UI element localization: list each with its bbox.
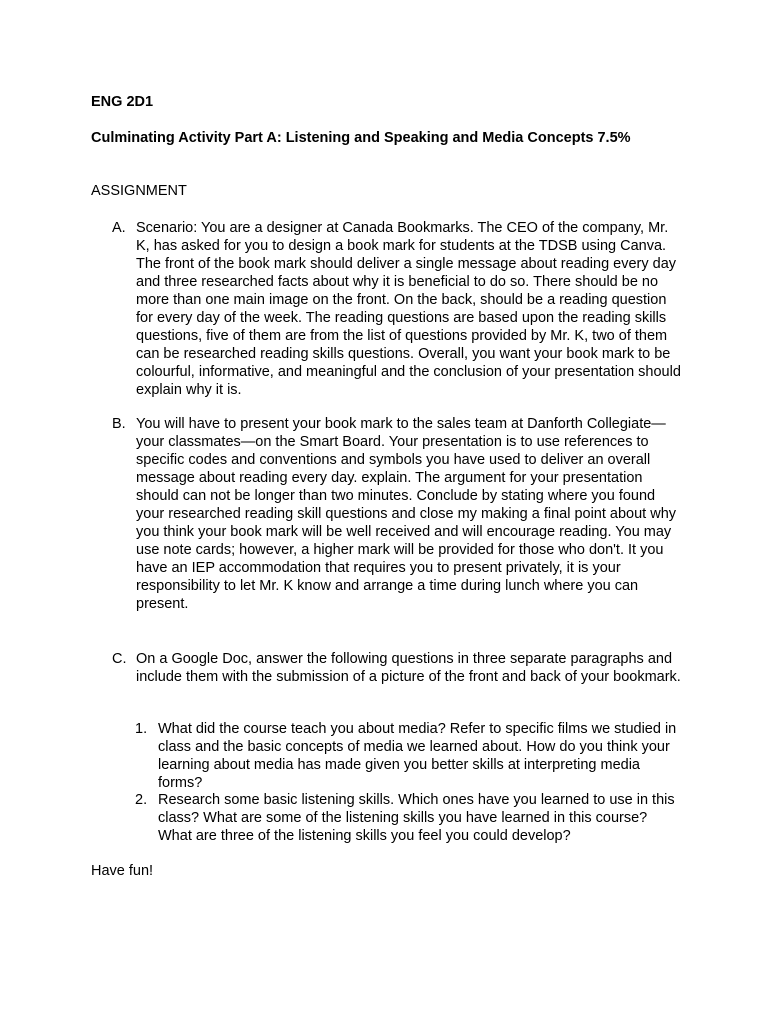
question-item-2 [135,791,685,845]
list-item-a [112,219,682,399]
course-code: ENG 2D1 [91,94,154,110]
list-marker-b: B. [112,416,126,432]
question-marker-1: 1. [135,721,148,737]
question-item-1 [135,720,685,792]
section-heading: ASSIGNMENT [91,183,187,199]
list-item-a-text: Scenario: You are a designer at Canada Bookmarks. The CEO of the company, Mr. K, has asked for you to design a book mark for students at the TDSB using Canva. The front of the book mark should deliver a single message about reading every day and three researched facts about why it is beneficial to do so. There should be no more than one main image on the front. On the back, should be a reading question for every day of the week. The reading questions are based upon the reading skills questions, five of them are from the list of questions provided by Mr. K, two of them can be researched reading skills questions. Overall, you want your book mark to be colourful, informative, and meaningful and the conclusion of your presentation should explain why it is. [136,220,681,398]
question-item-2-text: Research some basic listening skills. Which ones have you learned to use in this class? What are some of the listening skills you have learned in this course? What are three of the listening skills you feel you could develop? [158,792,675,844]
document-title: Culminating Activity Part A: Listening and Speaking and Media Concepts 7.5% [91,130,631,146]
question-marker-2: 2. [135,792,148,808]
list-item-c-text: On a Google Doc, answer the following questions in three separate paragraphs and include them with the submission of a picture of the front and back of your bookmark. [136,651,681,685]
list-item-b [112,415,682,613]
list-item-b-text: You will have to present your book mark to the sales team at Danforth Collegiate—your classmates—on the Smart Board. Your presentation is to use references to specific codes and conventions and symbols you have used to deliver an overall message about reading every day. explain. The argument for your presentation should can not be longer than two minutes. Conclude by stating where you found your researched reading skill questions and close my making a final point about why you think your book mark will be well received and will encourage reading. You may use note cards; however, a higher mark will be provided for those who don't. It you have an IEP accommodation that requires you to present privately, it is your responsibility to let Mr. K know and arrange a time during lunch where you can present. [136,416,677,612]
closing-line: Have fun! [91,863,154,879]
list-marker-a: A. [112,220,126,236]
list-item-c [112,650,682,686]
question-item-1-text: What did the course teach you about media? Refer to specific films we studied in class and the basic concepts of media we learned about. How do you think your learning about media has made given you better skills at interpreting media forms? [158,721,677,791]
list-marker-c: C. [112,651,127,667]
